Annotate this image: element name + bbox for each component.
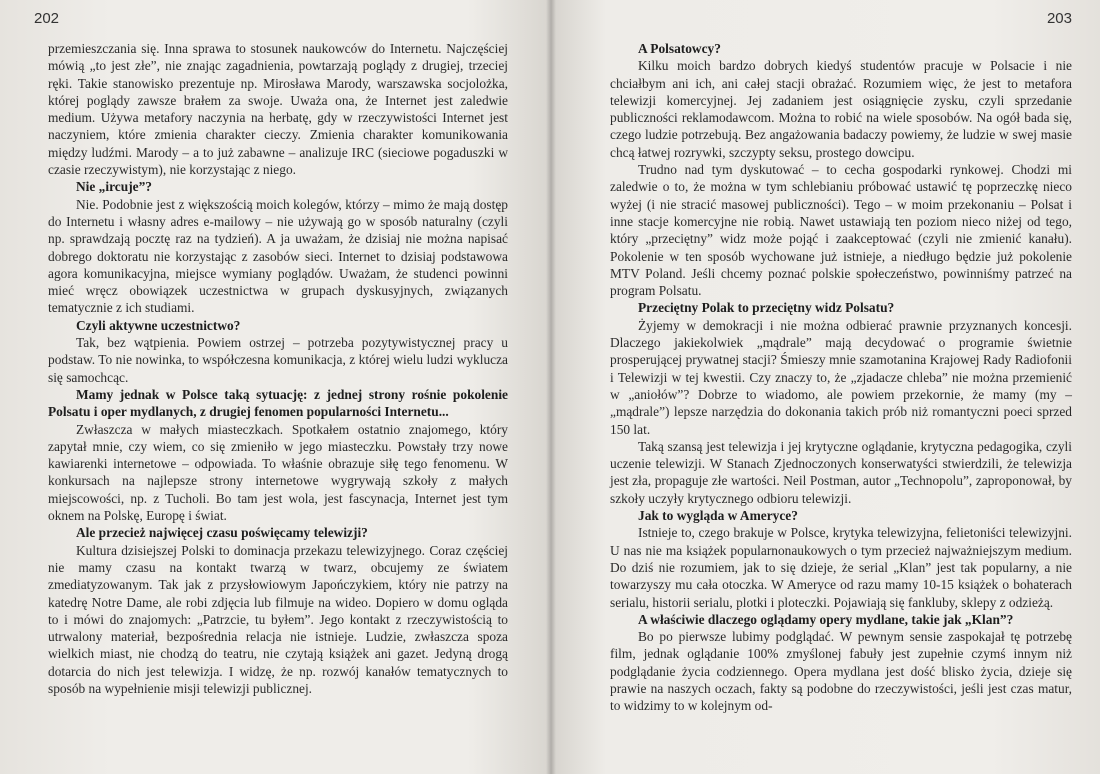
page-number: 202 bbox=[34, 10, 60, 27]
body-paragraph: Trudno nad tym dyskutować – to cecha gospodarki rynkowej. Chodzi mi zaledwie o to, że można w tym schlebianiu próbować ustawić tę poprzeczkę nieco wyżej (i nie stracić masowej publiczności). Tego – w moim przekonaniu – Polsat i inne stacje komercyjne nie robią. Nawet ustawiają ten poziom nieco niżej od tego, który „przeciętny” widz może pojąć i zaakceptować (czyli nie zmienić kanału). Pokolenie w ten sposób wychowane już istnieje, a niedługo będzie już pokolenie MTV Poland. Jeśli chcemy poznać polskie społeczeństwo, powinniśmy patrzeć na program Polsatu. bbox=[610, 162, 1072, 299]
interview-question: A właściwie dlaczego oglądamy opery mydlane, takie jak „Klan”? bbox=[638, 611, 1014, 627]
interview-question: Przeciętny Polak to przeciętny widz Polsatu? bbox=[638, 300, 895, 316]
body-paragraph: Zwłaszcza w małych miasteczkach. Spotkałem ostatnio znajomego, który zapytał mnie, czy wiem, co się zmieniło w jego miasteczku. Powstały trzy nowe kawiarenki internetowe – odpowiada. To właśnie obrazuje siłę tego fenomenu. W konkursach na najlepsze strony internetowe wygrywają szkoły z małych miejscowości, np. z Tucholi. Bo tam jest wola, jest fascynacja, Internet jest tym oknem na Polskę, Europę i świat. bbox=[48, 421, 508, 524]
right-page bbox=[551, 0, 1100, 774]
body-paragraph: Bo po pierwsze lubimy podglądać. W pewnym sensie zaspokajał tę potrzebę film, jednak oglądanie 100% zmyślonej fabuły jest zupełnie czymś innym niż podglądanie życia codziennego. Opera mydlana jest dość blisko życia, dzieje się prawie na naszych oczach, fakty są podobne do rzeczywistości, jeśli jest czas matur, to widzimy to w kolejnym od- bbox=[610, 629, 1072, 714]
body-paragraph: Kilku moich bardzo dobrych kiedyś studentów pracuje w Polsacie i nie chciałbym ani ich, ani całej stacji obrażać. Rozumiem więc, że jest to metafora telewizji komercyjnej. Jej zadaniem jest osiągnięcie zysku, czyli sprzedanie publiczności reklamodawcom. Można to robić na wiele sposobów. Na ogół bada się, czego ludzie potrzebują. Bez angażowania badaczy powiemy, że ludzie w swej masie chcą łatwej rozrywki, szczypty seksu, prostego dowcipu. bbox=[610, 58, 1072, 160]
book-spine-gutter bbox=[546, 0, 556, 774]
interview-question: Ale przecież najwięcej czasu poświęcamy telewizji? bbox=[76, 525, 368, 541]
body-paragraph: przemieszczania się. Inna sprawa to stosunek naukowców do Internetu. Najczęściej mówią „to jest złe”, nie znając zagadnienia, powtarzają poglądy z drugiej, trzeciej ręki. Takie stanowisko prezentuje np. Mirosława Marody, warszawska socjolożka, której poglądy zawsze brałem za swoje. Uważa ona, że Internet jest zaledwie medium. Używa metafory naczynia na herbatę, gdy w rzeczywistości Internet jest naczyniem, które zmienia charakter cieczy. Zmienia charakter komunikowania między ludźmi. Marody – a to już zabawne – analizuje IRC (sieciowe pogaduszki w czasie rzeczywistym), nie korzystając z niego. bbox=[48, 41, 508, 178]
body-paragraph: Taką szansą jest telewizja i jej krytyczne oglądanie, krytyczna pedagogika, czyli uczenie telewizji. W Stanach Zjednoczonych konserwatyści stwierdzili, że telewizja jest zła, propaguje złe wartości. Neil Postman, autor „Technopolu”, zaproponował, by szkoły uczyły krytycznego odbioru telewizji. bbox=[610, 438, 1072, 506]
left-page-text bbox=[48, 40, 508, 697]
interview-question: Jak to wygląda w Ameryce? bbox=[638, 508, 798, 524]
body-paragraph: Tak, bez wątpienia. Powiem ostrzej – potrzeba pozytywistycznej pracy u podstaw. To nie nowinka, to współczesna komunikacja, z której wielu ludzi wyklucza się samochcąc. bbox=[48, 335, 508, 385]
body-paragraph: Nie. Podobnie jest z większością moich kolegów, którzy – mimo że mają dostęp do Internetu i własny adres e-mailowy – nie używają go w sposób naturalny (czyli np. sprawdzają pocztę raz na tydzień). A ja uważam, że dzisiaj nie można napisać dobrego doktoratu nie korzystając z zasobów sieci. Internet to dzisiaj podstawowa agora komunikacyjna, miejsce wymiany poglądów. Uważam, że studenci powinni mieć wręcz obowiązek uczestnictwa w grupach dyskusyjnych, związanych tematycznie z ich studiami. bbox=[48, 196, 508, 316]
body-paragraph: Istnieje to, czego brakuje w Polsce, krytyka telewizyjna, felietoniści telewizyjni. U nas nie ma książek popularnonaukowych o tym przecież najważniejszym medium. Do dziś nie rozumiem, jak to się dzieje, że serial „Klan” jest tak popularny, a nie towarzyszy mu cała otoczka. W Ameryce od razu mamy 10-15 książek o bohaterach serialu, historii serialu, plotki i ploteczki. Pojawiają się fankluby, sklepy z odzieżą. bbox=[610, 525, 1072, 610]
right-page-text bbox=[610, 40, 1072, 715]
page-number: 203 bbox=[1046, 10, 1072, 27]
body-paragraph: Żyjemy w demokracji i nie można odbierać prawnie przyznanych koncesji. Dlaczego jakiekolwiek „mądrale” mają decydować o programie świetnie prosperującej prywatnej stacji? Śmieszy mnie szamotanina Krajowej Rady Radiofonii i Telewizji w tej kwestii. Czy znaczy to, że „zjadacze chleba” nie można przemienić w „aniołów”? Dobrze to wiadomo, ale powiem przekornie, że mamy (my – „mądrale”) lepsze narzędzia do dokonania takich prób niż romantyczni poeci sprzed 150 lat. bbox=[610, 317, 1072, 437]
interview-question: Czyli aktywne uczestnictwo? bbox=[76, 317, 241, 333]
interview-question: A Polsatowcy? bbox=[638, 41, 721, 56]
body-paragraph: Kultura dzisiejszej Polski to dominacja przekazu telewizyjnego. Coraz częściej nie mamy czasu na kontakt twarzą w twarz, obcujemy ze światem zmediatyzowanym. Tak jak z przysłowiowym Japończykiem, który nie patrzy na katedrę Notre Dame, ale robi zdjęcia lub filmuje na wideo. Dopiero w domu ogląda to i mówi do znajomych: „Patrzcie, tu byłem”. Jego kontakt z rzeczywistością to utrwalony materiał, bezpośrednia relacja nie istnieje. Ludzie, zwłaszcza spoza wielkich miast, nie chodzą do teatru, nie czytają książek ani gazet. Jedyną drogą dotarcia do nich jest telewizja. I widzę, że np. rozwój kanałów tematycznych to sposób na wypełnienie misji telewizji publicznej. bbox=[48, 542, 508, 696]
interview-question: Mamy jednak w Polsce taką sytuację: z jednej strony rośnie pokolenie Polsatu i oper mydlanych, z drugiej fenomen popularności Internetu... bbox=[48, 386, 508, 420]
interview-question: Nie „ircuje”? bbox=[76, 179, 152, 195]
